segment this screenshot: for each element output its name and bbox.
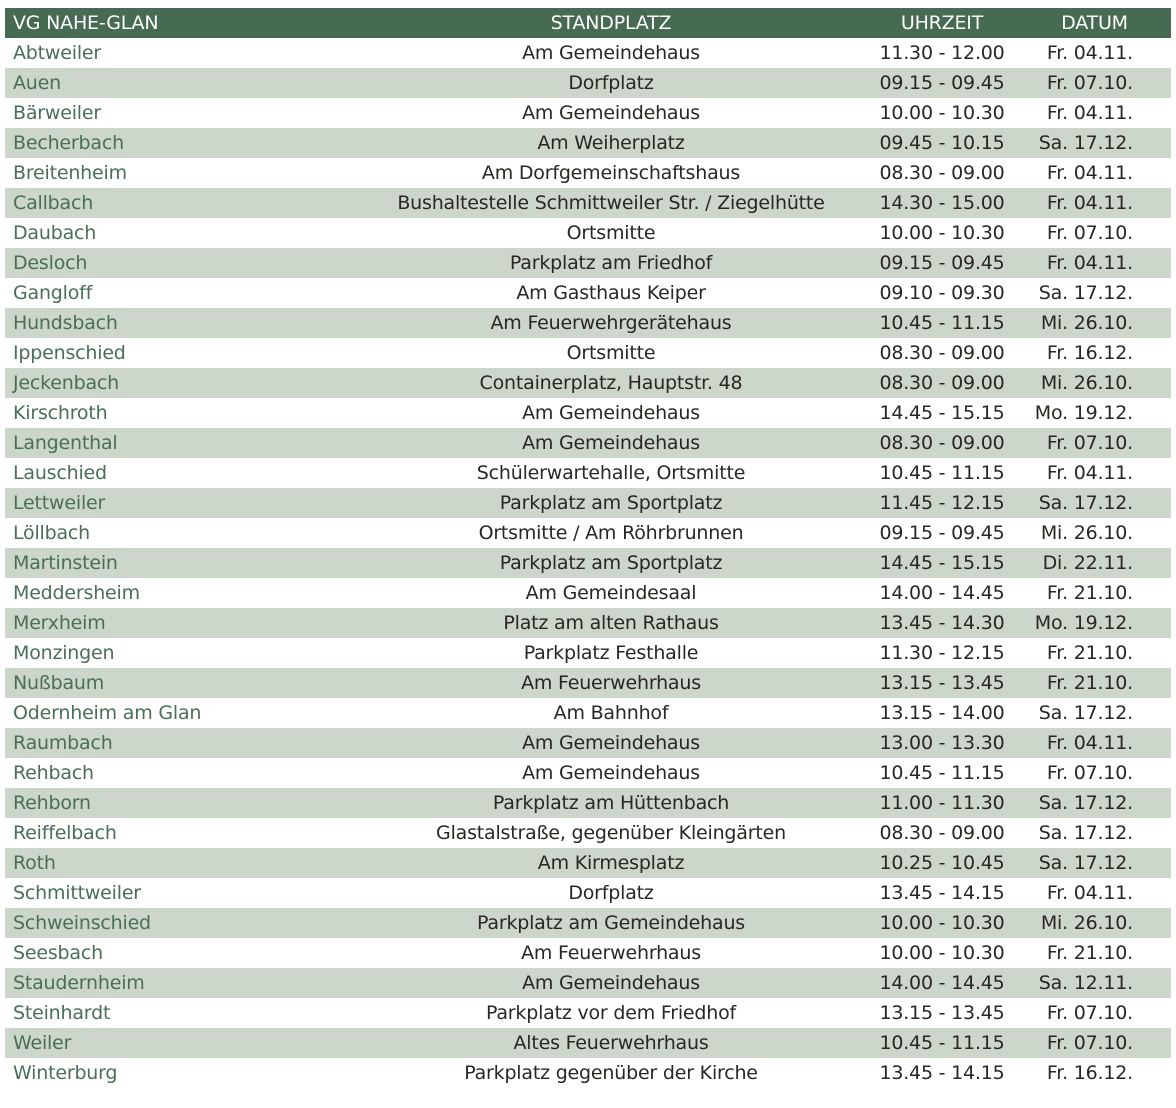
date: Di. 22.11. [1042, 552, 1133, 574]
date: Fr. 07.10. [1046, 432, 1133, 454]
location: Am Gemeindehaus [522, 762, 700, 784]
date: Fr. 04.11. [1046, 732, 1133, 754]
date: Fr. 04.11. [1046, 42, 1133, 64]
location: Am Dorfgemeinschaftshaus [481, 162, 741, 184]
location: Am Gasthaus Keiper [516, 282, 706, 304]
time-range: 09.45 - 10.15 [879, 132, 1005, 154]
time-range: 11.30 - 12.15 [879, 642, 1005, 664]
table-row [5, 638, 1171, 668]
date: Mi. 26.10. [1040, 912, 1133, 934]
location: Am Gemeindehaus [522, 732, 700, 754]
table-row [5, 368, 1171, 398]
date: Mo. 19.12. [1034, 612, 1133, 634]
table-row [5, 698, 1171, 728]
table-row [5, 998, 1171, 1028]
date: Mo. 19.12. [1034, 402, 1133, 424]
table-row [5, 518, 1171, 548]
header-time: UHRZEIT [900, 12, 984, 34]
village-name: Gangloff [13, 282, 93, 304]
location: Am Bahnhof [553, 702, 669, 724]
village-name: Löllbach [13, 522, 91, 544]
table-row [5, 728, 1171, 758]
village-name: Langenthal [13, 432, 118, 454]
village-name: Seesbach [13, 942, 103, 964]
location: Am Gemeindehaus [522, 432, 700, 454]
village-name: Weiler [13, 1032, 72, 1054]
village-name: Bärweiler [13, 102, 101, 124]
village-name: Abtweiler [13, 42, 101, 64]
date: Fr. 21.10. [1046, 642, 1133, 664]
village-name: Nußbaum [13, 672, 105, 694]
location: Dorfplatz [568, 882, 654, 904]
time-range: 14.30 - 15.00 [879, 192, 1005, 214]
location: Platz am alten Rathaus [503, 612, 719, 634]
table-row [5, 398, 1171, 428]
table-row [5, 158, 1171, 188]
location: Parkplatz Festhalle [523, 642, 699, 664]
table-row [5, 668, 1171, 698]
village-name: Schweinschied [13, 912, 151, 934]
table-row [5, 848, 1171, 878]
table-row [5, 1058, 1171, 1088]
location: Dorfplatz [568, 72, 654, 94]
table-body [5, 38, 1171, 1088]
table-row [5, 128, 1171, 158]
village-name: Schmittweiler [13, 882, 141, 904]
village-name: Winterburg [13, 1062, 118, 1084]
table-row [5, 788, 1171, 818]
village-name: Breitenheim [13, 162, 127, 184]
table-row [5, 578, 1171, 608]
table-row [5, 548, 1171, 578]
table-row [5, 908, 1171, 938]
table-row [5, 278, 1171, 308]
time-range: 11.45 - 12.15 [879, 492, 1005, 514]
location: Glastalstraße, gegenüber Kleingärten [436, 822, 786, 844]
village-name: Rehbach [13, 762, 94, 784]
location: Bushaltestelle Schmittweiler Str. / Ziegelhütte [397, 192, 825, 214]
date: Fr. 04.11. [1046, 462, 1133, 484]
time-range: 14.00 - 14.45 [879, 582, 1005, 604]
time-range: 14.45 - 15.15 [879, 402, 1005, 424]
village-name: Becherbach [13, 132, 124, 154]
village-name: Staudernheim [13, 972, 145, 994]
header-date: DATUM [1061, 12, 1128, 34]
location: Parkplatz am Hüttenbach [492, 792, 730, 814]
time-range: 10.45 - 11.15 [879, 312, 1005, 334]
date: Fr. 07.10. [1046, 1032, 1133, 1054]
village-name: Raumbach [13, 732, 113, 754]
location: Am Feuerwehrhaus [521, 942, 701, 964]
time-range: 08.30 - 09.00 [879, 432, 1005, 454]
table-row [5, 458, 1171, 488]
date: Sa. 17.12. [1038, 852, 1133, 874]
location: Am Feuerwehrhaus [521, 672, 701, 694]
village-name: Merxheim [13, 612, 106, 634]
location: Parkplatz am Sportplatz [499, 552, 723, 574]
time-range: 09.15 - 09.45 [879, 252, 1005, 274]
village-name: Desloch [13, 252, 88, 274]
location: Parkplatz am Friedhof [509, 252, 713, 274]
village-name: Martinstein [13, 552, 118, 574]
time-range: 10.00 - 10.30 [879, 102, 1005, 124]
table-row [5, 758, 1171, 788]
date: Fr. 21.10. [1046, 672, 1133, 694]
time-range: 08.30 - 09.00 [879, 162, 1005, 184]
table-row [5, 878, 1171, 908]
header-location: STANDPLATZ [550, 12, 672, 34]
time-range: 08.30 - 09.00 [879, 372, 1005, 394]
village-name: Rehborn [13, 792, 91, 814]
collection-schedule-table [5, 8, 1171, 1088]
date: Sa. 17.12. [1038, 822, 1133, 844]
village-name: Steinhardt [13, 1002, 111, 1024]
time-range: 08.30 - 09.00 [879, 342, 1005, 364]
date: Fr. 04.11. [1046, 192, 1133, 214]
time-range: 13.45 - 14.15 [879, 882, 1005, 904]
village-name: Ippenschied [13, 342, 126, 364]
time-range: 11.00 - 11.30 [879, 792, 1005, 814]
time-range: 10.25 - 10.45 [879, 852, 1005, 874]
location: Am Gemeindehaus [522, 102, 700, 124]
location: Am Kirmesplatz [537, 852, 685, 874]
date: Fr. 04.11. [1046, 252, 1133, 274]
table-row [5, 608, 1171, 638]
location: Am Weiherplatz [537, 132, 685, 154]
location: Am Gemeindehaus [522, 42, 700, 64]
table-row [5, 38, 1171, 68]
location: Am Gemeindehaus [522, 402, 700, 424]
location: Parkplatz vor dem Friedhof [485, 1002, 737, 1024]
time-range: 13.15 - 14.00 [879, 702, 1005, 724]
date: Fr. 21.10. [1046, 582, 1133, 604]
date: Sa. 17.12. [1038, 792, 1133, 814]
location: Am Gemeindehaus [522, 972, 700, 994]
date: Fr. 07.10. [1046, 762, 1133, 784]
date: Fr. 04.11. [1046, 882, 1133, 904]
date: Fr. 16.12. [1046, 1062, 1133, 1084]
location: Ortsmitte / Am Röhrbrunnen [478, 522, 744, 544]
table-row [5, 218, 1171, 248]
table-row [5, 938, 1171, 968]
time-range: 11.30 - 12.00 [879, 42, 1005, 64]
date: Mi. 26.10. [1040, 372, 1133, 394]
time-range: 13.15 - 13.45 [879, 672, 1005, 694]
date: Fr. 04.11. [1046, 102, 1133, 124]
date: Fr. 16.12. [1046, 342, 1133, 364]
location: Ortsmitte [566, 222, 656, 244]
village-name: Auen [13, 72, 61, 94]
village-name: Meddersheim [13, 582, 140, 604]
table-row [5, 308, 1171, 338]
date: Sa. 17.12. [1038, 282, 1133, 304]
location: Am Gemeindesaal [525, 582, 697, 604]
time-range: 14.45 - 15.15 [879, 552, 1005, 574]
village-name: Hundsbach [13, 312, 118, 334]
village-name: Callbach [13, 192, 94, 214]
time-range: 09.15 - 09.45 [879, 72, 1005, 94]
date: Mi. 26.10. [1040, 312, 1133, 334]
time-range: 10.00 - 10.30 [879, 942, 1005, 964]
table-row [5, 968, 1171, 998]
village-name: Monzingen [13, 642, 115, 664]
village-name: Roth [13, 852, 56, 874]
location: Parkplatz am Gemeindehaus [476, 912, 745, 934]
date: Fr. 07.10. [1046, 222, 1133, 244]
time-range: 08.30 - 09.00 [879, 822, 1005, 844]
date: Sa. 17.12. [1038, 132, 1133, 154]
date: Fr. 04.11. [1046, 162, 1133, 184]
time-range: 14.00 - 14.45 [879, 972, 1005, 994]
time-range: 09.10 - 09.30 [879, 282, 1005, 304]
date: Mi. 26.10. [1040, 522, 1133, 544]
table-row [5, 428, 1171, 458]
time-range: 13.00 - 13.30 [879, 732, 1005, 754]
table-row [5, 98, 1171, 128]
time-range: 10.45 - 11.15 [879, 462, 1005, 484]
time-range: 10.45 - 11.15 [879, 1032, 1005, 1054]
date: Sa. 17.12. [1038, 702, 1133, 724]
location: Parkplatz gegenüber der Kirche [464, 1062, 758, 1084]
village-name: Odernheim am Glan [13, 702, 202, 724]
table-row [5, 188, 1171, 218]
date: Fr. 07.10. [1046, 1002, 1133, 1024]
date: Fr. 07.10. [1046, 72, 1133, 94]
village-name: Jeckenbach [13, 372, 119, 394]
location: Parkplatz am Sportplatz [499, 492, 723, 514]
location: Containerplatz, Hauptstr. 48 [479, 372, 743, 394]
location: Altes Feuerwehrhaus [513, 1032, 709, 1054]
time-range: 13.45 - 14.30 [879, 612, 1005, 634]
table-row [5, 488, 1171, 518]
time-range: 09.15 - 09.45 [879, 522, 1005, 544]
date: Sa. 17.12. [1038, 492, 1133, 514]
village-name: Daubach [13, 222, 97, 244]
table-header [5, 8, 1171, 38]
location: Schülerwartehalle, Ortsmitte [476, 462, 746, 484]
time-range: 10.00 - 10.30 [879, 222, 1005, 244]
village-name: Reiffelbach [13, 822, 117, 844]
date: Sa. 12.11. [1038, 972, 1133, 994]
location: Ortsmitte [566, 342, 656, 364]
table-row [5, 1028, 1171, 1058]
table-row [5, 338, 1171, 368]
date: Fr. 21.10. [1046, 942, 1133, 964]
location: Am Feuerwehrgerätehaus [490, 312, 732, 334]
village-name: Lettweiler [13, 492, 106, 514]
time-range: 13.45 - 14.15 [879, 1062, 1005, 1084]
village-name: Lauschied [13, 462, 107, 484]
table-row [5, 68, 1171, 98]
village-name: Kirschroth [13, 402, 108, 424]
table-row [5, 248, 1171, 278]
header-district: VG NAHE-GLAN [13, 12, 159, 34]
time-range: 10.45 - 11.15 [879, 762, 1005, 784]
time-range: 13.15 - 13.45 [879, 1002, 1005, 1024]
time-range: 10.00 - 10.30 [879, 912, 1005, 934]
table-row [5, 818, 1171, 848]
